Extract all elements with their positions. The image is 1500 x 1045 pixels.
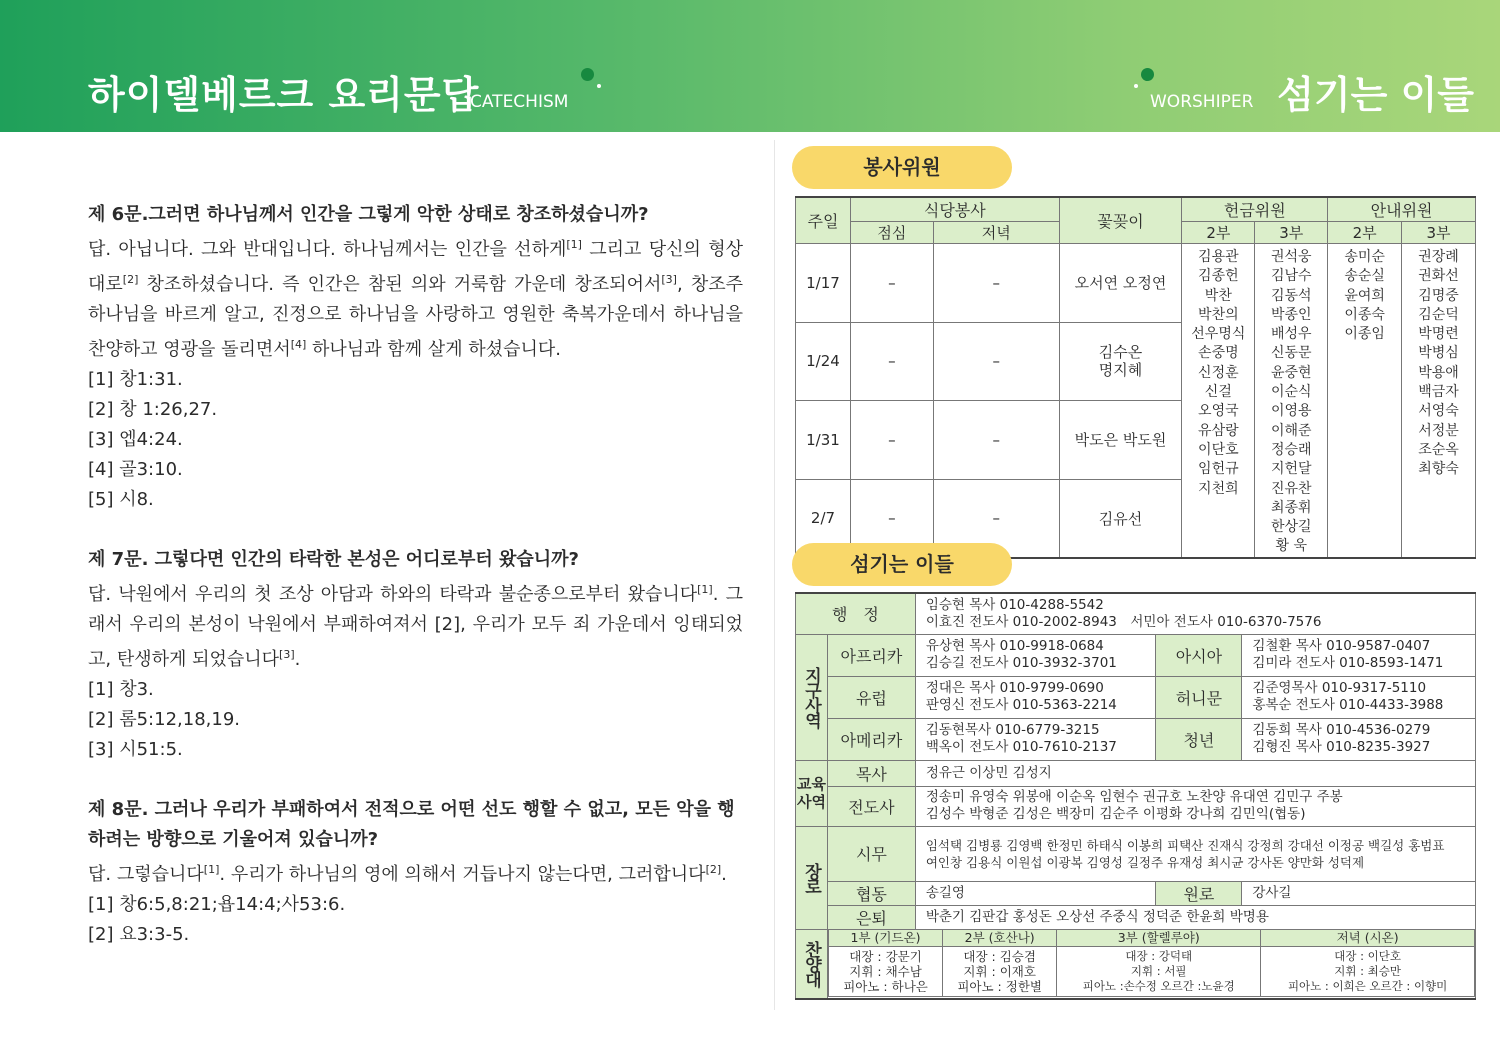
hinimun-value: 김준영목사 010-9317-5110 홍복순 전도사 010-4433-3988 [1242,676,1476,718]
column-divider [774,140,775,1010]
pastor-value: 정유근 이상민 김성지 [915,760,1475,786]
usher-3-names: 권장례 권화선 김명중 김순덕 박명련 박병심 박용애 백금자 서영숙 서정분 조순옥 최향숙 [1402,244,1476,558]
week-header: 주일 [796,197,851,244]
district-label: 지구사역 [800,667,821,727]
question-title: 제 7문. 그렇다면 인간의 타락한 본성은 어디로부터 왔습니까? [88,549,579,570]
admin-value: 임승현 목사 010-4288-5542 이효진 전도사 010-2002-8943 서민아 전도사 010-6370-7576 [915,593,1475,634]
retired-value: 박춘기 김판갑 홍성돈 오상선 주중식 정덕준 한윤희 박명용 [915,905,1475,929]
question-8 [88,795,743,950]
answer-text: 답. 아닙니다. 그와 반대입니다. 하나님께서는 인간을 선하게[1] 그리고 당신의 형상대로[2] 창조하셨습니다. 즉 인간은 참된 의와 거룩함 가운데 창조되어서[3], 창조주 하나님을 바르게 알고, 진정으로 하나님을 사랑하고 영원한 축복가운데서 하나님을 찬양하고 영광을 돌리면서[4] 하나님과 함께 살게 하셨습니다. [88,238,743,360]
lunch-cell: – [850,322,933,401]
date-cell: 1/24 [796,322,851,401]
flower-cell: 김유선 [1059,479,1182,558]
evangelist-label: 전도사 [827,786,915,826]
usher-3-header: 3부 [1402,222,1476,244]
coop-value: 송길영 [915,881,1156,905]
reference: [2] 롬5:12,18,19. [88,709,241,730]
admin-label: 행 정 [796,593,916,634]
worshiper-title: 섬기는 이들 [1277,73,1474,117]
question-7 [88,545,743,765]
date-cell: 1/31 [796,401,851,480]
reference: [2] 창 1:26,27. [88,399,218,420]
answer-text: 답. 낙원에서 우리의 첫 조상 아담과 하와의 타락과 불순종으로부터 왔습니다[1]. 그래서 우리의 본성이 낙원에서 부패하여져서 [2], 우리가 모두 죄 가운데서 잉태되었고, 탄생하게 되었습니다[3]. [88,583,743,670]
flower-cell: 박도은 박도원 [1059,401,1182,480]
senior-label: 원로 [1156,881,1242,905]
offering-3-header: 3부 [1255,222,1328,244]
question-title: 제 8문. 그러나 우리가 부패하여서 전적으로 어떤 선도 행할 수 없고, 모든 악을 행하려는 방향으로 기울어져 있습니까? [88,799,735,850]
reference: [3] 엡4:24. [88,429,183,450]
america-label: 아메리카 [827,718,915,760]
retired-label: 은퇴 [827,905,915,929]
coop-label: 협동 [827,881,915,905]
elder-label: 장로 [800,862,821,893]
reference: [1] 창6:5,8:21;욥14:4;사53:6. [88,894,346,915]
usher-2-names: 송미순 송순실 윤여희 이종숙 이종임 [1328,244,1402,558]
reference: [1] 창3. [88,679,154,700]
catechism-title: 하이델베르크 요리문답 [88,73,480,117]
flower-cell: 오서연 오정연 [1059,244,1182,323]
senior-value: 강사길 [1242,881,1476,905]
choir-name: 2부 (호산나) [943,930,1057,947]
offering-2-header: 2부 [1182,222,1255,244]
dot-icon [581,68,594,81]
dot-icon [1134,84,1138,88]
service-table [795,196,1476,559]
evangelist-value: 정송미 유영숙 위봉애 이순옥 임현수 권규호 노찬양 유대연 김민구 주봉 김성수 박형준 김성은 백장미 김순주 이평화 강나희 김민익(협동) [915,786,1475,826]
america-value: 김동현목사 010-6779-3215 백옥이 전도사 010-7610-2137 [915,718,1156,760]
lunch-cell: – [850,244,933,323]
asia-value: 김철환 목사 010-9587-0407 김미라 전도사 010-8593-1471 [1242,634,1476,676]
edu-label: 교육사역 [796,775,826,811]
usher-2-header: 2부 [1328,222,1402,244]
offering-2-names: 김용관 김종헌 박찬 박찬의 선우명식 손중명 신정훈 신걸 오영국 유삼랑 이단호 임헌규 지천희 [1182,244,1255,558]
usher-header: 안내위원 [1328,197,1476,222]
service-pill: 봉사위원 [792,146,1012,189]
reference: [3] 시51:5. [88,739,183,760]
pastor-label: 목사 [827,760,915,786]
catechism-subtitle: CATECHISM [470,92,569,112]
active-value: 임석택 김병룡 김영백 한정민 하태식 이봉희 피택산 진재식 강정희 강대선 이정공 백길성 홍범표 여인창 김용식 이원섭 이광복 김영성 길정주 유재성 최시균 강사돈 양만화 성덕제 [915,826,1475,881]
question-title: 제 6문.그러면 하나님께서 인간을 그렇게 악한 상태로 창조하셨습니까? [88,204,649,225]
reference: [5] 시8. [88,489,154,510]
offering-3-names: 권석웅 김남수 김동석 박종인 배성우 신동문 윤중현 이순식 이영용 이해준 정승래 지헌달 진유찬 최종휘 한상길 황 욱 [1255,244,1328,558]
flowers-header: 꽃꽂이 [1059,197,1182,244]
lunch-header: 점심 [850,222,933,244]
choir-info: 대장 : 강문기 지휘 : 채수남 피아노 : 하나은 [828,947,942,997]
servants-table [795,592,1476,1000]
choir-name: 1부 (기드온) [828,930,942,947]
active-label: 시무 [827,826,915,881]
dinner-cell: – [933,479,1059,558]
choir-name: 3부 (할렐루야) [1057,930,1261,947]
youth-label: 청년 [1156,718,1242,760]
reference: [2] 요3:3-5. [88,924,190,945]
europe-value: 정대은 목사 010-9799-0690 판영신 전도사 010-5363-2214 [915,676,1156,718]
choir-info: 대장 : 이단호 지휘 : 최승만 피아노 : 이희은 오르간 : 이향미 [1261,947,1475,997]
catechism-section [88,200,743,974]
date-cell: 2/7 [796,479,851,558]
choir-label: 찬양대 [800,941,821,987]
lunch-cell: – [850,401,933,480]
dinner-cell: – [933,322,1059,401]
offering-header: 헌금위원 [1182,197,1328,222]
choir-table [828,930,1475,998]
header-banner [0,0,1500,132]
choir-name: 저녁 (시온) [1261,930,1475,947]
worshiper-subtitle: WORSHIPER [1150,92,1254,112]
hinimun-label: 허니문 [1156,676,1242,718]
africa-value: 유상현 목사 010-9918-0684 김승길 전도사 010-3932-3701 [915,634,1156,676]
table-row [796,244,1476,323]
dot-icon [597,84,601,88]
flower-cell: 김수온 명지혜 [1059,322,1182,401]
youth-value: 김동희 목사 010-4536-0279 김형진 목사 010-8235-3927 [1242,718,1476,760]
reference: [4] 골3:10. [88,459,183,480]
reference: [1] 창1:31. [88,369,183,390]
date-cell: 1/17 [796,244,851,323]
europe-label: 유럽 [827,676,915,718]
cafeteria-header: 식당봉사 [850,197,1059,222]
dot-icon [1141,68,1154,81]
answer-text: 답. 그렇습니다[1]. 우리가 하나님의 영에 의해서 거듭나지 않는다면, 그러합니다[2]. [88,863,727,885]
dinner-cell: – [933,244,1059,323]
dinner-cell: – [933,401,1059,480]
question-6 [88,200,743,515]
lunch-cell: – [850,479,933,558]
choir-info: 대장 : 강덕태 지휘 : 서필 피아노 :손수정 오르간 :노윤경 [1057,947,1261,997]
africa-label: 아프리카 [827,634,915,676]
dinner-header: 저녁 [933,222,1059,244]
servants-pill: 섬기는 이들 [792,543,1012,586]
asia-label: 아시아 [1156,634,1242,676]
choir-info: 대장 : 김승겸 지휘 : 이재호 피아노 : 정한별 [943,947,1057,997]
